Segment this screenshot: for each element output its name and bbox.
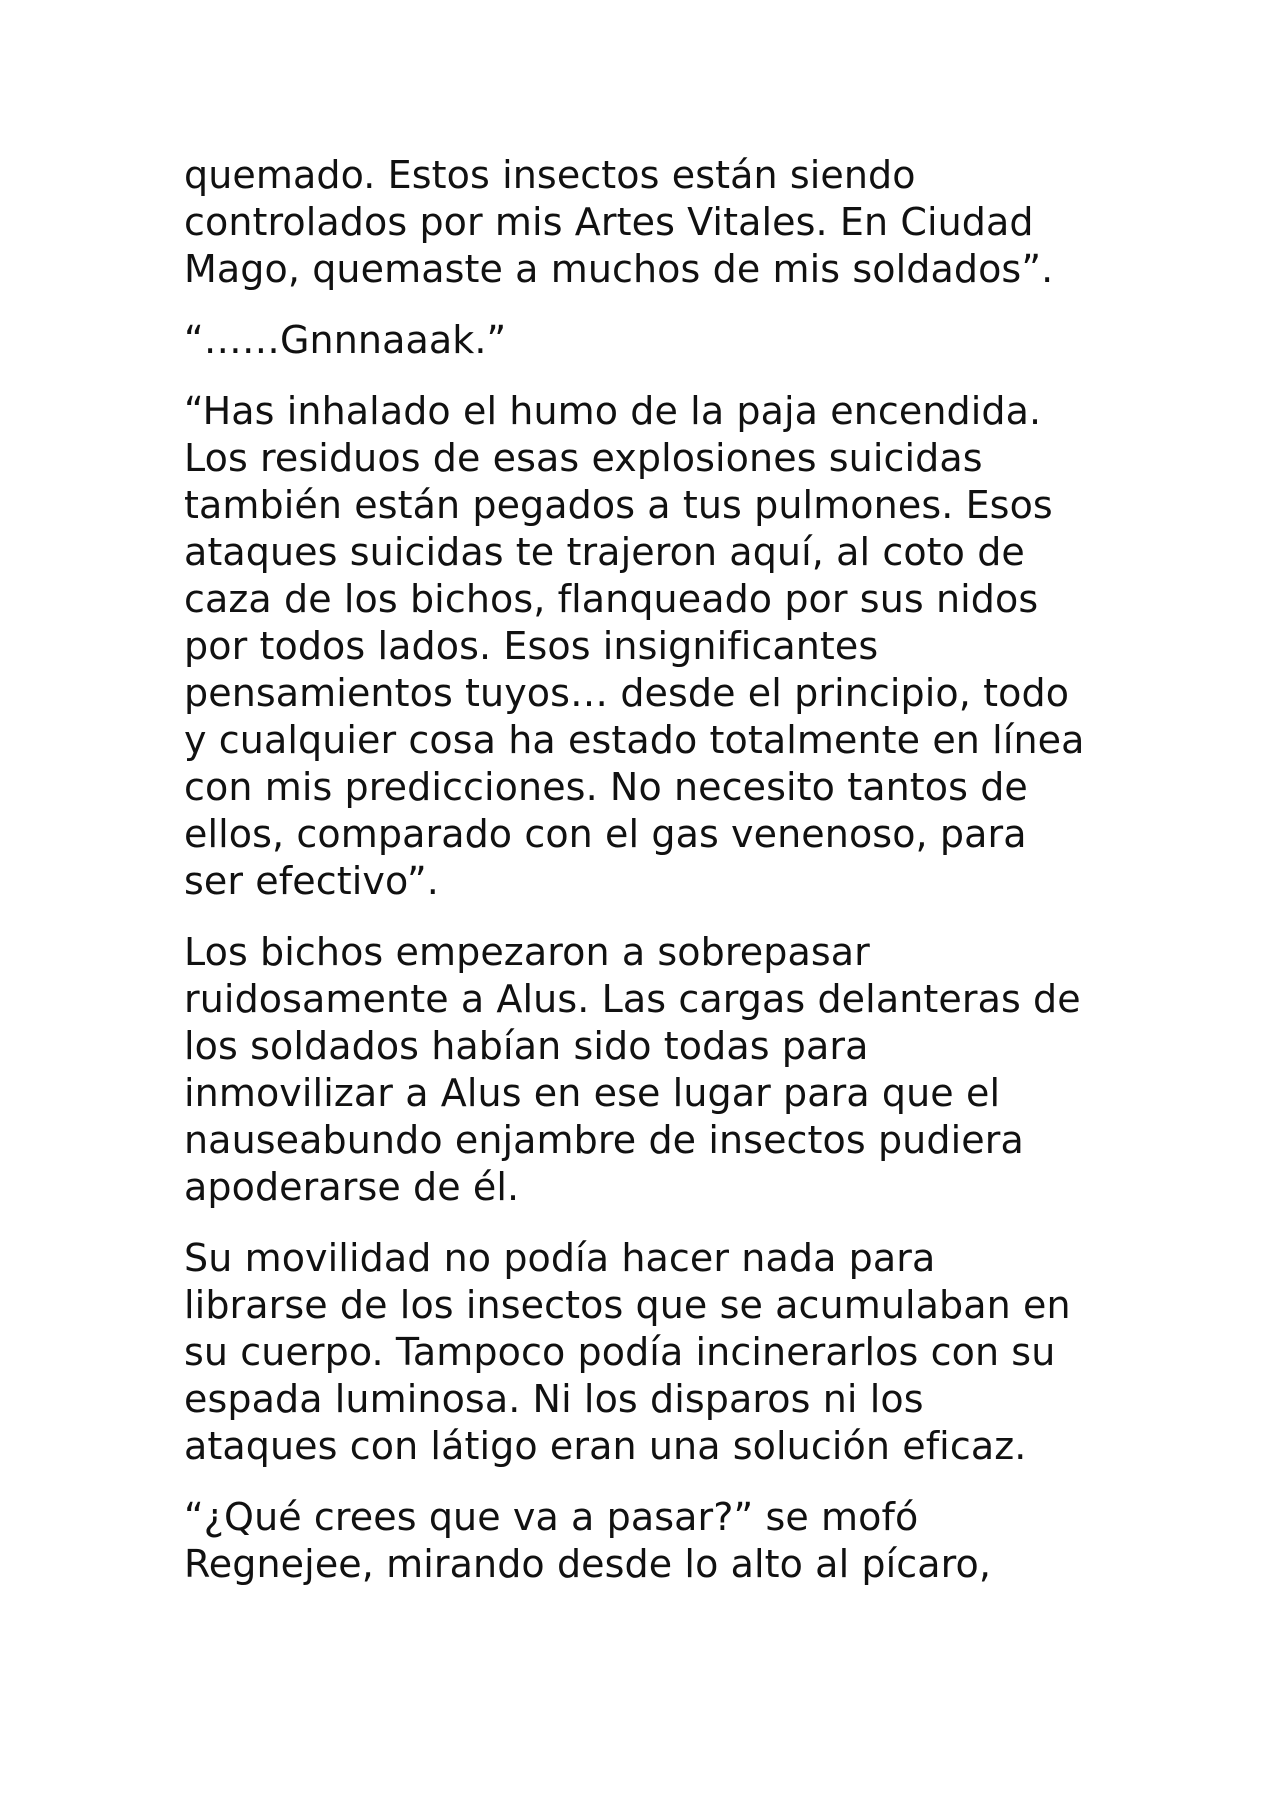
paragraph [184, 152, 1124, 293]
text-line: ruidosamente a Alus. Las cargas delanteras de [184, 977, 1081, 1021]
text-line: también están pegados a tus pulmones. Esos [184, 483, 1053, 527]
text-line: y cualquier cosa ha estado totalmente en línea [184, 718, 1085, 762]
paragraph [184, 317, 1124, 364]
text-line: Los bichos empezaron a sobrepasar [184, 930, 870, 974]
text-line: Los residuos de esas explosiones suicidas [184, 436, 983, 480]
text-line: caza de los bichos, flanqueado por sus nidos [184, 577, 1039, 621]
paragraph [184, 388, 1124, 905]
text-line: Mago, quemaste a muchos de mis soldados”. [184, 247, 1054, 291]
text-line: ser efectivo”. [184, 859, 439, 903]
text-line: los soldados habían sido todas para [184, 1024, 869, 1068]
document-page [184, 152, 1124, 1612]
text-line: pensamientos tuyos… desde el principio, todo [184, 671, 1070, 715]
text-line: espada luminosa. Ni los disparos ni los [184, 1377, 924, 1421]
paragraph [184, 1235, 1124, 1470]
text-line: por todos lados. Esos insignificantes [184, 624, 879, 668]
text-line: nauseabundo enjambre de insectos pudiera [184, 1118, 1024, 1162]
text-line: “……Gnnnaaak.” [184, 318, 507, 362]
text-line: ataques suicidas te trajeron aquí, al coto de [184, 530, 1025, 574]
text-line: apoderarse de él. [184, 1165, 520, 1209]
text-line: “Has inhalado el humo de la paja encendida. [184, 389, 1042, 433]
text-line: librarse de los insectos que se acumulaban en [184, 1283, 1071, 1327]
text-line: ellos, comparado con el gas venenoso, para [184, 812, 1027, 856]
text-line: su cuerpo. Tampoco podía incinerarlos con su [184, 1330, 1056, 1374]
text-line: Regnejee, mirando desde lo alto al pícaro, [184, 1542, 992, 1586]
text-line: controlados por mis Artes Vitales. En Ciudad [184, 200, 1034, 244]
text-line: “¿Qué crees que va a pasar?” se mofó [184, 1495, 919, 1539]
text-line: quemado. Estos insectos están siendo [184, 153, 916, 197]
text-line: con mis predicciones. No necesito tantos de [184, 765, 1028, 809]
text-line: Su movilidad no podía hacer nada para [184, 1236, 936, 1280]
text-line: inmovilizar a Alus en ese lugar para que el [184, 1071, 1001, 1115]
paragraph [184, 1494, 1124, 1588]
paragraph [184, 929, 1124, 1211]
text-line: ataques con látigo eran una solución eficaz. [184, 1424, 1027, 1468]
